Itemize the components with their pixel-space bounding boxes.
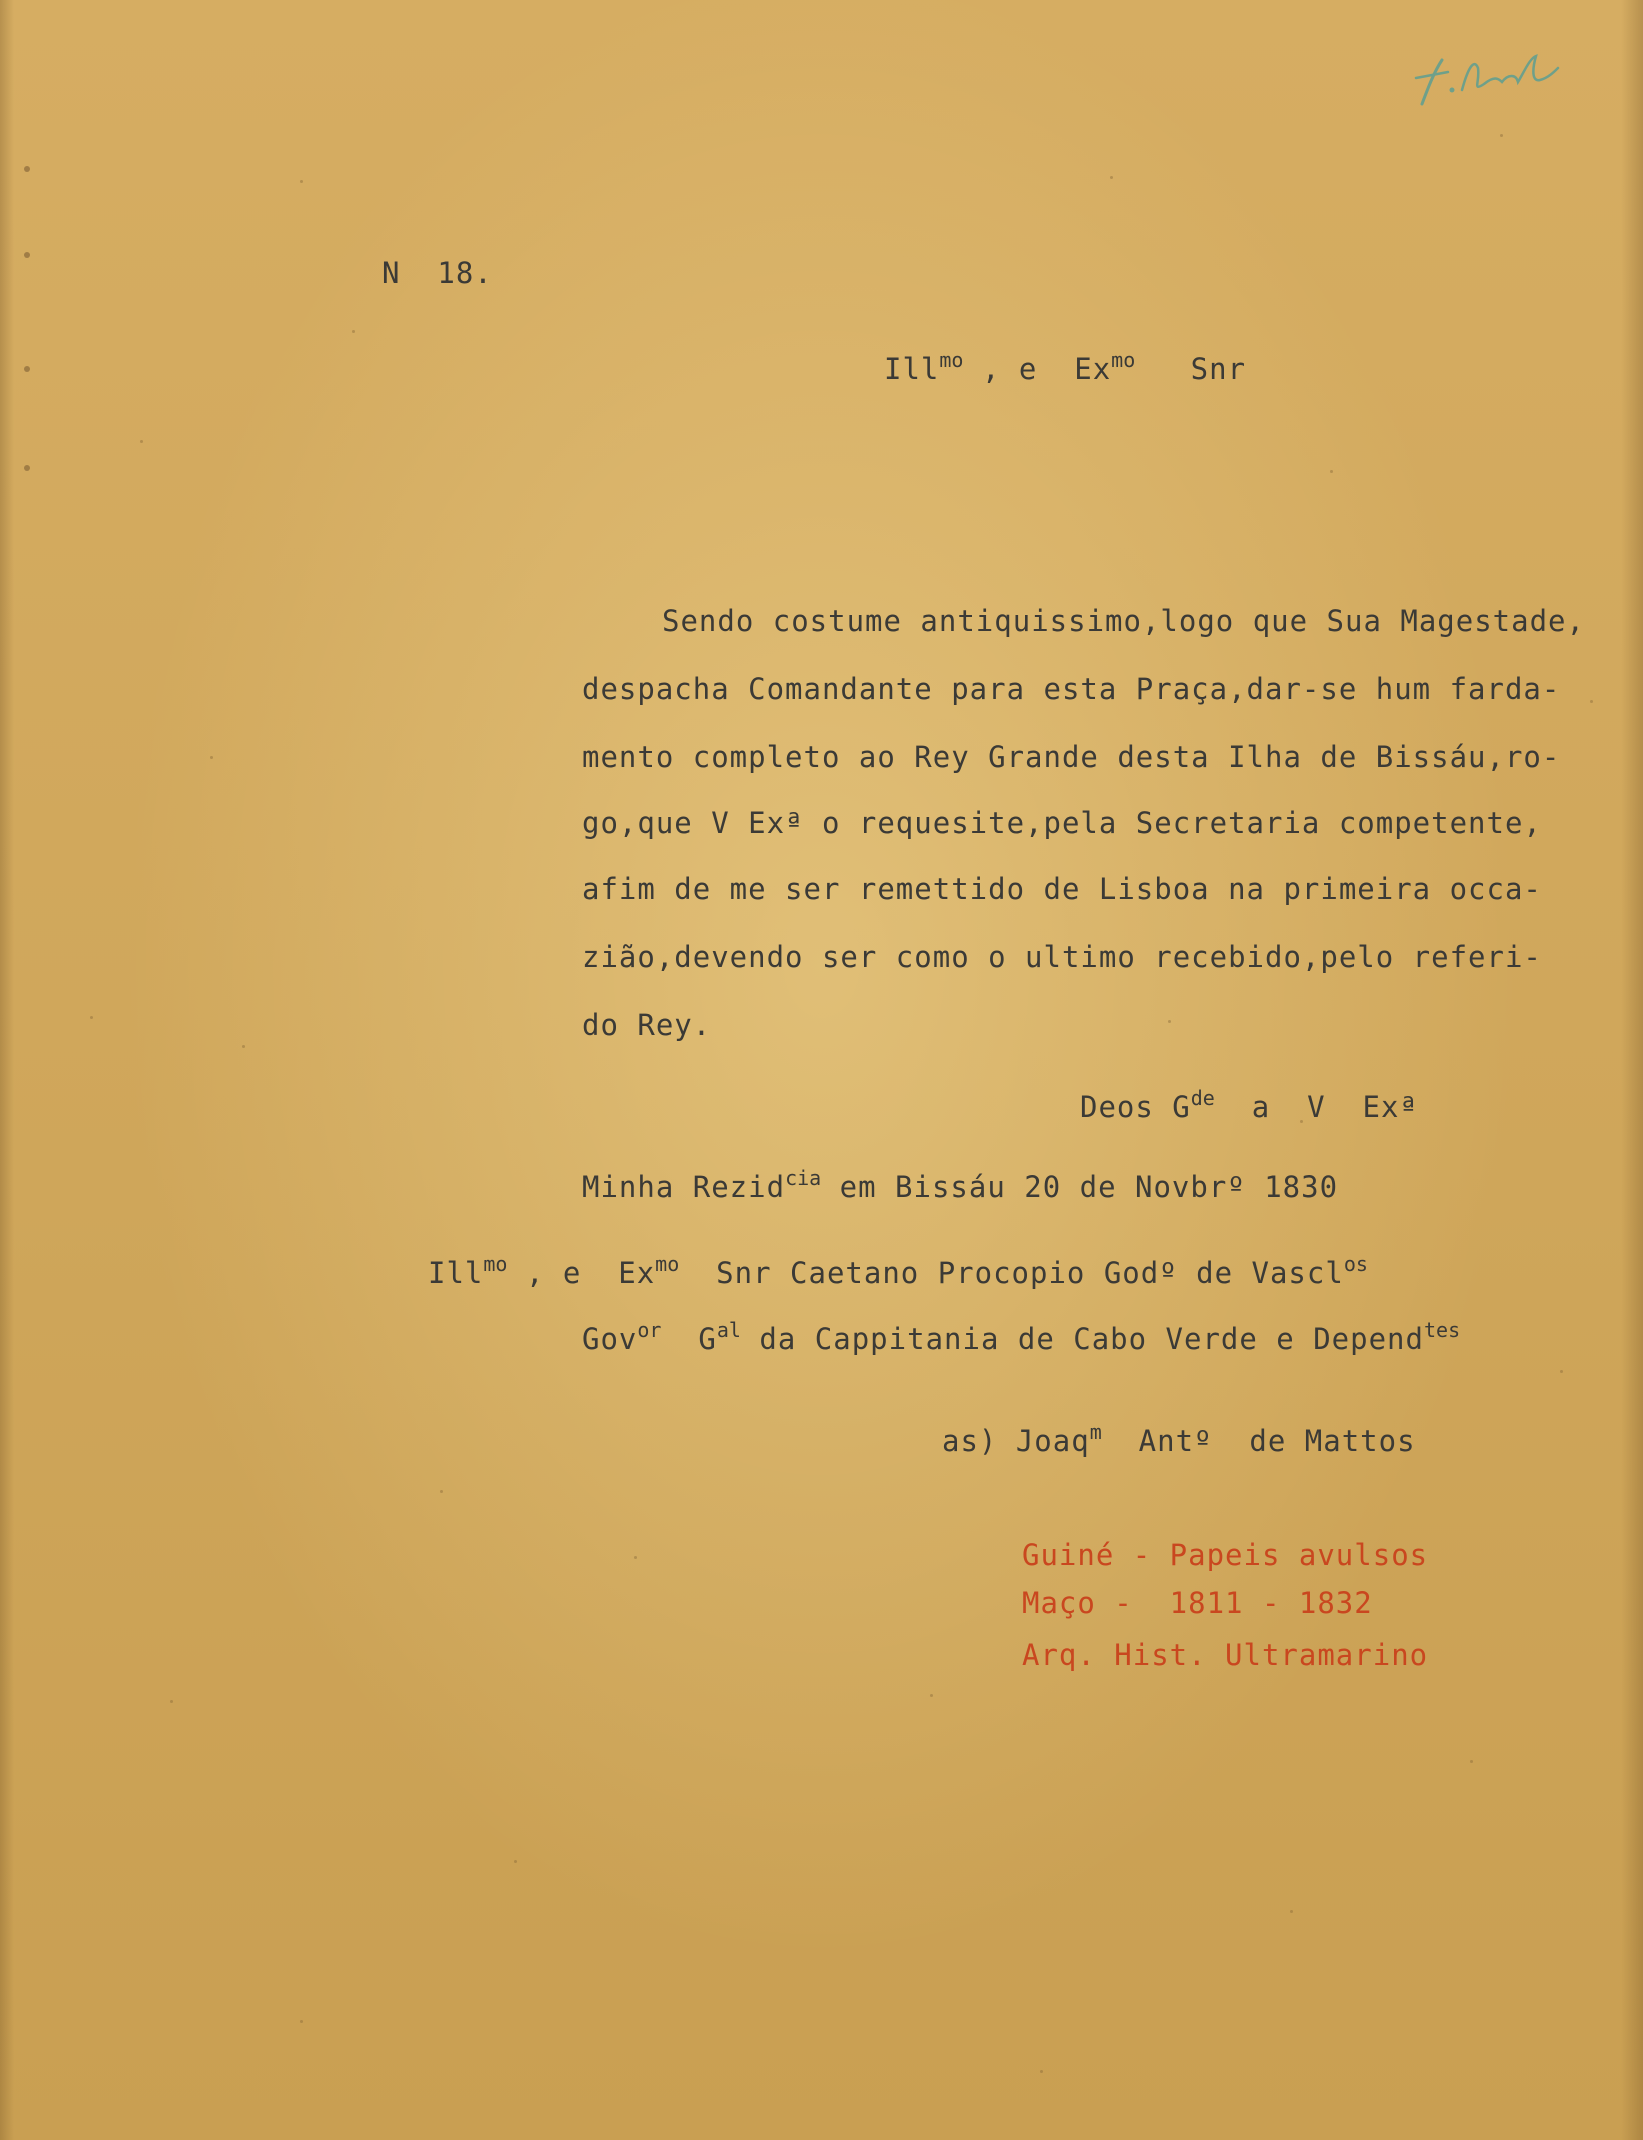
body-line: mento completo ao Rey Grande desta Ilha de Bissáu,ro- — [582, 740, 1561, 774]
closing-formula: Deos $G^{de}$ a V Exª — [1080, 1086, 1418, 1124]
page-edge-shadow-left — [0, 0, 14, 2140]
paper-speck — [440, 1490, 443, 1493]
paper-speck — [1110, 176, 1113, 179]
paper-speck — [1290, 1910, 1293, 1913]
punch-mark — [24, 465, 30, 471]
handwritten-signature — [1408, 38, 1568, 118]
paper-speck — [1560, 1370, 1563, 1373]
punch-mark — [24, 366, 30, 372]
page-edge-shadow-right — [1621, 0, 1643, 2140]
paper-speck — [170, 1700, 173, 1703]
signature-line: as) Joaq$^m$ Antº de Mattos — [942, 1420, 1416, 1458]
addressee-line: Ill$^{mo}$ , e $Ex^{mo}$ Snr Caetano Procopio Godº de Vascl$^{os}$ — [428, 1252, 1368, 1290]
dateline: Minha Rezid$^{cia}$ em Bissáu 20 de Novbrº 1830 — [582, 1166, 1339, 1204]
body-line: go,que V Exª o requesite,pela Secretaria competente, — [582, 806, 1542, 840]
paper-speck — [300, 180, 303, 183]
paper-speck — [242, 1045, 245, 1048]
punch-mark — [24, 166, 30, 172]
paper-speck — [930, 1694, 933, 1697]
paper-speck — [1168, 1020, 1171, 1023]
paper-speck — [1040, 2070, 1043, 2073]
body-line: despacha Comandante para esta Praça,dar-se hum fardа- — [582, 672, 1561, 706]
archive-stamp-line: Arq. Hist. Ultramarino — [1022, 1638, 1429, 1672]
paper-speck — [352, 330, 355, 333]
body-line: Sendo costume antiquissimo,logo que Sua Magestade, — [662, 604, 1585, 638]
body-line: afim de me ser remettido de Lisboa na primeira occa- — [582, 872, 1542, 906]
paper-speck — [140, 440, 143, 443]
paper-speck — [1470, 1760, 1473, 1763]
addressee-line: Gov$^{or}$ $G^{al}$ da Cappitania de Cabo Verde e Depend$^{tes}$ — [582, 1318, 1461, 1356]
document-number: N 18. — [382, 256, 493, 290]
paper-speck — [1300, 1120, 1303, 1123]
paper-speck — [210, 756, 213, 759]
archive-stamp-line: Guiné - Papeis avulsos — [1022, 1538, 1429, 1572]
body-line: do Rey. — [582, 1008, 712, 1042]
paper-speck — [1500, 134, 1503, 137]
paper-speck — [90, 1016, 93, 1019]
paper-speck — [634, 1556, 637, 1559]
paper-speck — [1330, 470, 1333, 473]
paper-speck — [300, 2020, 303, 2023]
archive-stamp-line: Maço - 1811 - 1832 — [1022, 1586, 1373, 1620]
punch-mark — [24, 252, 30, 258]
paper-speck — [1590, 700, 1593, 703]
salutation: Ill$^{mo}$ , e $Ex^{mo}$ Snr — [884, 348, 1247, 386]
paper-speck — [514, 1860, 517, 1863]
body-line: zião,devendo ser como o ultimo recebido,pelo referi- — [582, 940, 1542, 974]
